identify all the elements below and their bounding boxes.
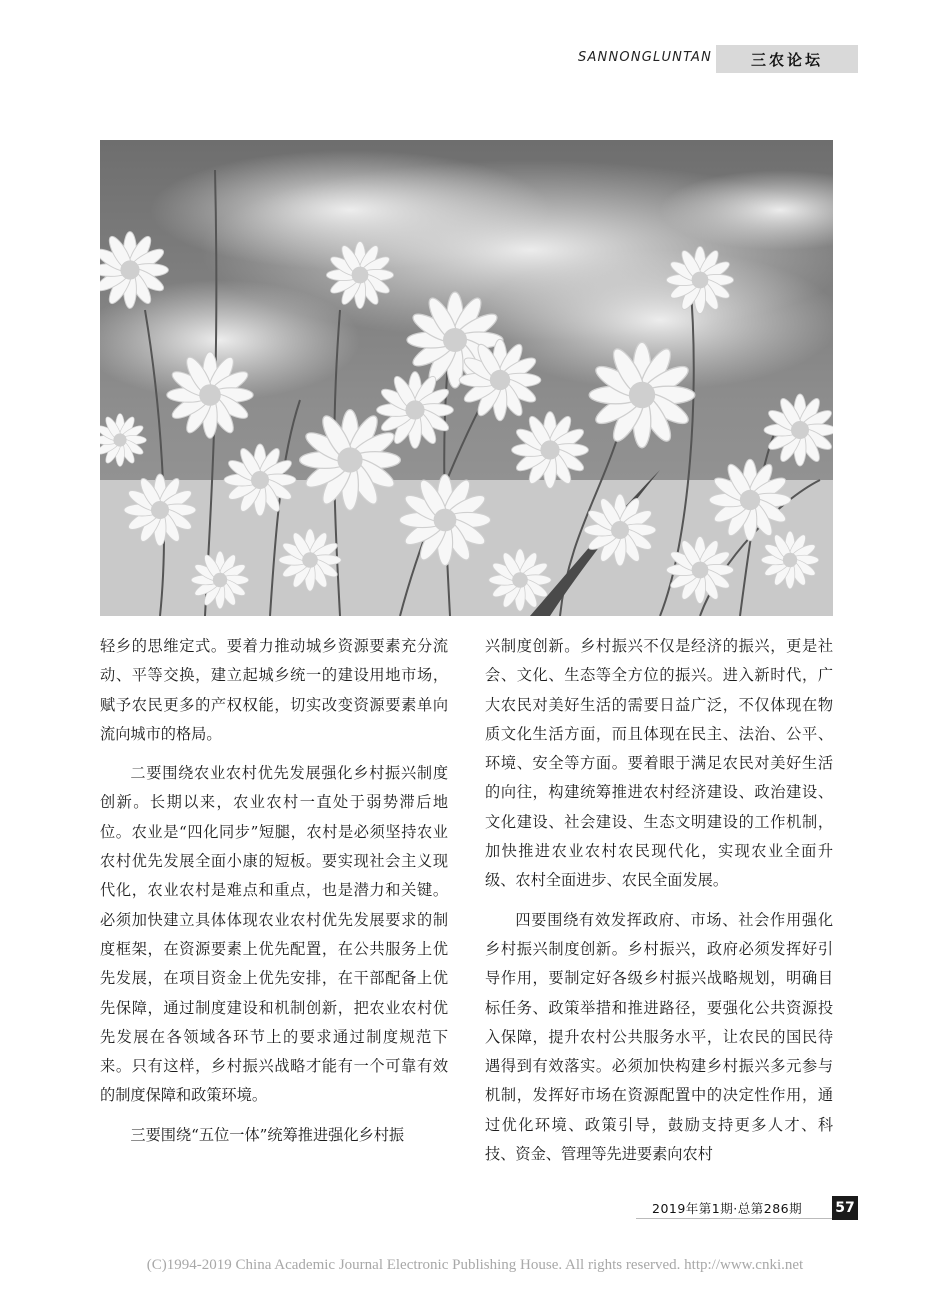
paragraph: 四要围绕有效发挥政府、市场、社会作用强化乡村振兴制度创新。乡村振兴，政府必须发挥好引导作用，要制定好各级乡村振兴战略规划，明确目标任务、政策举措和推进路径，要强化公共资源投入保障，提升农村公共服务水平，让农民的国民待遇得到有效落实。必须加快构建乡村振兴多元参与机制，发挥好市场在资源配置中的决定性作用，通过优化环境、政策引导，鼓励支持更多人才、科技、资金、管理等先进要素向农村 <box>485 910 833 1164</box>
article-column-right <box>485 632 833 1169</box>
paragraph: 兴制度创新。乡村振兴不仅是经济的振兴，更是社会、文化、生态等全方位的振兴。进入新时代，广大农民对美好生活的需要日益广泛，不仅体现在物质文化生活方面，而且体现在民主、法治、公平、环境、安全等方面。要着眼于满足农民对美好生活的向往，构建统筹推进农村经济建设、政治建设、文化建设、社会建设、生态文明建设的工作机制，加快推进农业农村农民现代化，实现农业全面升级、农村全面进步、农民全面发展。 <box>485 637 833 890</box>
paragraph: 三要围绕“五位一体”统筹推进强化乡村振 <box>130 1125 405 1144</box>
issue-label: 2019年第1期·总第286期 <box>652 1201 803 1216</box>
column-name-badge: 三农论坛 <box>716 45 858 73</box>
footer-rule <box>636 1218 858 1219</box>
paragraph: 二要围绕农业农村优先发展强化乡村振兴制度创新。长期以来，农业农村一直处于弱势滞后地位。农业是“四化同步”短腿，农村是必须坚持农业农村优先发展全面小康的短板。要实现社会主义现代化，农业农村是难点和重点，也是潜力和关键。必须加快建立具体体现农业农村优先发展要求的制度框架，在资源要素上优先配置，在公共服务上优先发展，在项目资金上优先安排，在干部配备上优先保障，通过制度建设和机制创新，把农业农村优先发展在各领域各环节上的要求通过制度规范下来。只有这样，乡村振兴战略才能有一个可靠有效的制度保障和政策环境。 <box>100 764 448 1105</box>
paragraph: 轻乡的思维定式。要着力推动城乡资源要素充分流动、平等交换，建立起城乡统一的建设用地市场，赋予农民更多的产权权能，切实改变资源要素单向流向城市的格局。 <box>100 637 448 743</box>
page-number: 57 <box>832 1196 858 1220</box>
magazine-latin-title: SANNONGLUNTAN <box>578 50 713 65</box>
copyright-notice: (C)1994-2019 China Academic Journal Electronic Publishing House. All rights reserved. http://www.cnki.net <box>146 1257 804 1273</box>
daisy-field-photo <box>100 140 833 616</box>
article-column-left <box>100 632 448 1150</box>
